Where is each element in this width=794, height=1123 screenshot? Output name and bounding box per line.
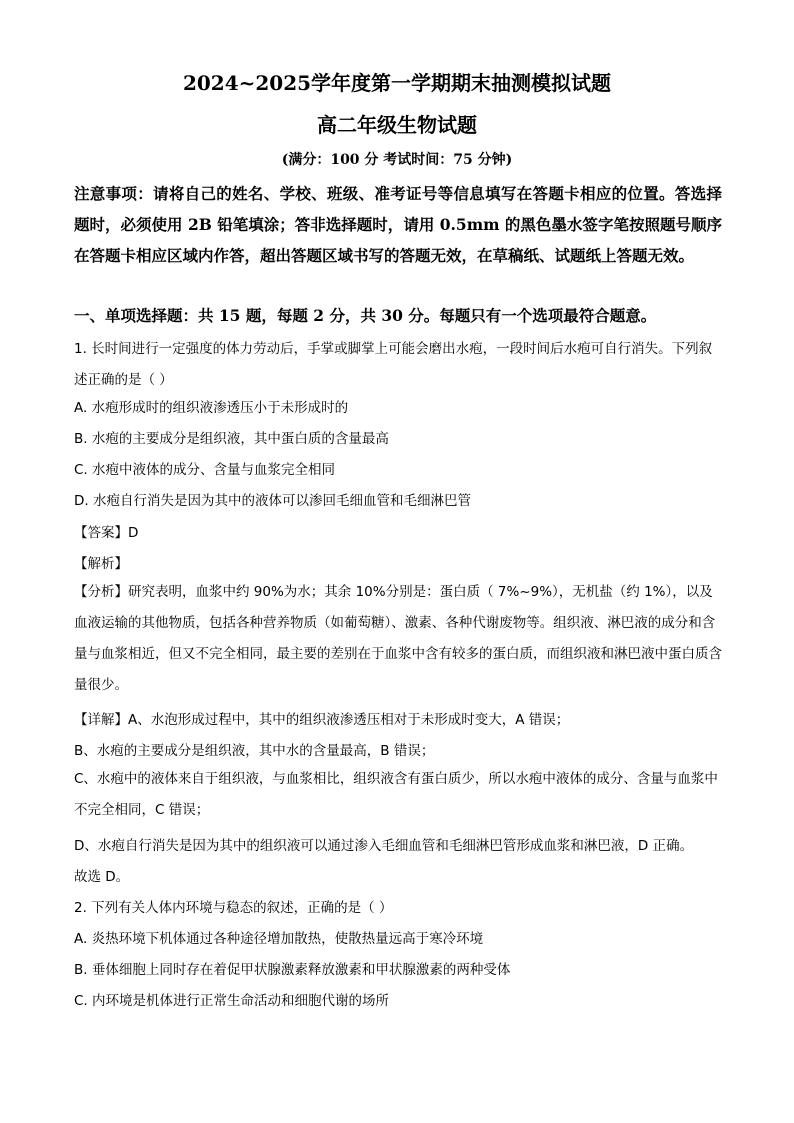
detail-line-c: C、水疱中的液体来自于组织液，与血浆相比，组织液含有蛋白质少，所以水疱中液体的成分、含量与血浆中不完全相同，C 错误； [74, 771, 718, 818]
answer-label: 【答案】D [74, 525, 139, 541]
exam-title: 2024~2025学年度第一学期期末抽测模拟试题 [182, 71, 612, 95]
question-1-option-c: C. 水疱中液体的成分、含量与血浆完全相同 [74, 462, 336, 478]
question-1-option-d: D. 水疱自行消失是因为其中的液体可以渗回毛细血管和毛细淋巴管 [74, 493, 471, 509]
question-1-option-b: B. 水疱的主要成分是组织液，其中蛋白质的含量最高 [74, 431, 389, 447]
question-1-option-a: A. 水疱形成时的组织液渗透压小于未形成时的 [74, 400, 349, 416]
notice-paragraph: 注意事项：请将自己的姓名、学校、班级、准考证号等信息填写在答题卡相应的位置。答选择题时，必须使用 2B 铅笔填涂；答非选择题时，请用 0.5mm 的黑色墨水签字笔按照题号顺序在答题卡相应区域内作答，超出答题区域书写的答题无效，在草稿纸、试题纸上答题无效。 [74, 184, 722, 265]
question-2-option-b: B. 垂体细胞上同时存在着促甲状腺激素释放激素和甲状腺激素的两种受体 [74, 962, 511, 978]
section-heading: 一、单项选择题：共 15 题，每题 2 分，共 30 分。每题只有一个选项最符合题意。 [74, 306, 657, 325]
question-2-stem: 2. 下列有关人体内环境与稳态的叙述，正确的是（ ） [74, 900, 393, 916]
detail-line-a: 【详解】A、水泡形成过程中，其中的组织液渗透压相对于未形成时变大，A 错误； [74, 712, 570, 728]
exam-info: (满分：100 分 考试时间：75 分钟) [281, 152, 513, 168]
detail-line-d: D、水疱自行消失是因为其中的组织液可以通过渗入毛细血管和毛细淋巴管形成血浆和淋巴液，D 正确。 [74, 838, 694, 854]
analysis-label: 【解析】 [74, 556, 128, 572]
analysis-paragraph: 【分析】研究表明，血浆中约 90%为水；其余 10%分别是：蛋白质（ 7%~9%），无机盐（约 1%），以及血液运输的其他物质，包括各种营养物质（如葡萄糖）、激素、各种代谢废物等。组织液、淋巴液的成分和含量与血浆相近，但又不完全相同，最主要的差别在于血浆中含有较多的蛋白质，而组织液和淋巴液中蛋白质含量很少。 [74, 584, 722, 693]
question-1-stem: 1. 长时间进行一定强度的体力劳动后，手掌或脚掌上可能会磨出水疱，一段时间后水疱可自行消失。下列叙述正确的是（ ） [74, 341, 713, 388]
detail-line-b: B、水疱的主要成分是组织液，其中水的含量最高，B 错误； [74, 743, 435, 759]
question-2-option-c: C. 内环境是机体进行正常生命活动和细胞代谢的场所 [74, 993, 390, 1009]
detail-conclusion: 故选 D。 [74, 869, 130, 885]
question-2-option-a: A. 炎热环境下机体通过各种途径增加散热，使散热量远高于寒冷环境 [74, 931, 484, 947]
exam-subtitle: 高二年级生物试题 [317, 113, 477, 137]
